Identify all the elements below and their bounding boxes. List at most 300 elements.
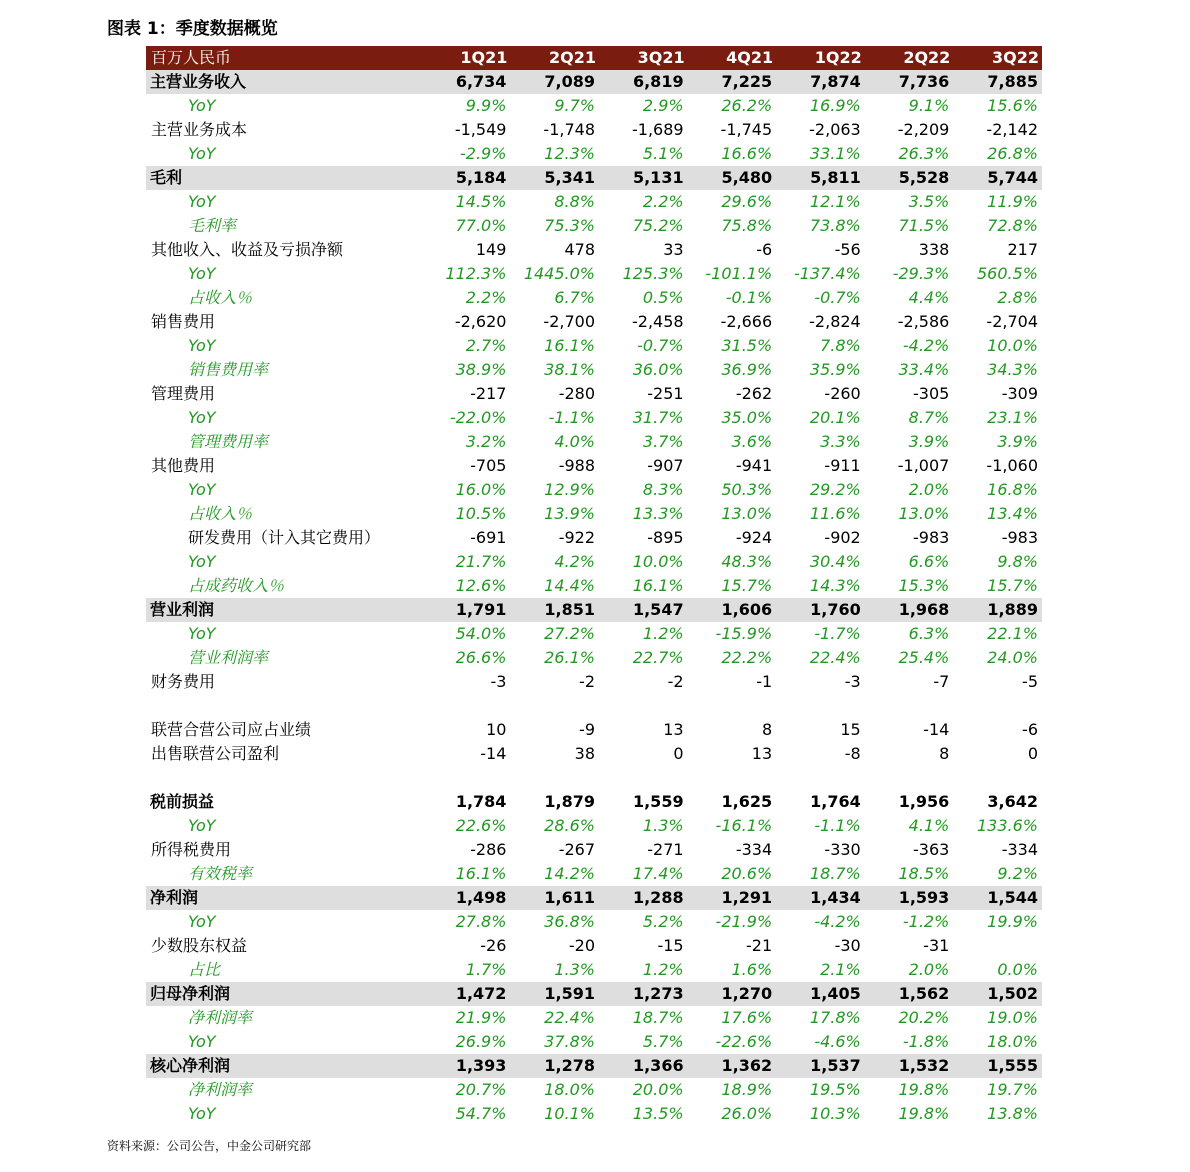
table-cell: 16.6%	[721, 144, 773, 163]
table-body	[146, 70, 1042, 1126]
table-cell: -305	[913, 384, 950, 403]
table-cell: 22.7%	[632, 648, 684, 667]
table-cell: 5,811	[776, 166, 865, 190]
table-cell: 3.2%	[465, 432, 507, 451]
table-row	[146, 886, 1042, 910]
table-cell: 1,472	[422, 982, 511, 1006]
row-label: 所得税费用	[151, 840, 232, 859]
table-cell: 10.5%	[455, 504, 507, 523]
table-cell: -2,700	[543, 312, 595, 331]
table-cell: 20.1%	[809, 408, 861, 427]
table-cell: 217	[1007, 240, 1038, 259]
column-header-quarter: 3Q21	[599, 46, 688, 70]
table-cell: 18.0%	[544, 1080, 595, 1099]
table-cell: 26.1%	[544, 648, 595, 667]
table-cell: 38.9%	[455, 360, 507, 379]
table-cell: 5,131	[599, 166, 688, 190]
table-cell: 2.2%	[465, 288, 507, 307]
table-cell: 8.7%	[908, 408, 950, 427]
table-cell	[776, 694, 865, 718]
table-row	[146, 1030, 1042, 1054]
table-cell: 13.0%	[898, 504, 950, 523]
table-cell: 72.8%	[987, 216, 1038, 235]
table-cell: 19.9%	[987, 912, 1038, 931]
table-cell: -2.9%	[460, 144, 507, 163]
table-row	[146, 718, 1042, 742]
table-cell: 21.9%	[455, 1008, 507, 1027]
table-cell: -2,824	[809, 312, 861, 331]
table-cell: 10.3%	[809, 1104, 861, 1123]
table-cell: 13	[663, 720, 684, 739]
table-cell: 478	[564, 240, 595, 259]
table-cell: 26.9%	[455, 1032, 507, 1051]
table-cell: 112.3%	[445, 264, 507, 283]
row-label: 占成药收入％	[188, 576, 285, 595]
table-cell: 5.2%	[642, 912, 684, 931]
table-cell: 7,874	[776, 70, 865, 94]
table-cell: 36.9%	[721, 360, 773, 379]
table-cell: 3.3%	[820, 432, 861, 451]
table-cell: 1,593	[865, 886, 954, 910]
table-row	[146, 862, 1042, 886]
table-cell: -907	[647, 456, 684, 475]
table-row	[146, 478, 1042, 502]
table-cell: -0.7%	[637, 336, 684, 355]
table-cell: -21	[746, 936, 773, 955]
table-cell: -6	[756, 240, 773, 259]
table-cell: 0	[1027, 744, 1038, 763]
table-cell: 1,956	[898, 792, 950, 811]
table-cell: 30.4%	[809, 552, 861, 571]
table-cell	[599, 694, 688, 718]
table-row	[146, 94, 1042, 118]
table-cell: 6.3%	[908, 624, 950, 643]
table-cell: 15.7%	[987, 576, 1038, 595]
table-row	[146, 358, 1042, 382]
table-cell: 16.1%	[455, 864, 507, 883]
table-cell: 26.6%	[455, 648, 507, 667]
table-cell: 13.9%	[544, 504, 595, 523]
table-cell: 1,851	[510, 598, 599, 622]
table-cell: -941	[735, 456, 773, 475]
row-label: 净利润率	[188, 1008, 253, 1027]
table-cell: -1,745	[720, 120, 773, 139]
table-cell: -22.6%	[715, 1032, 773, 1051]
table-cell: -1.7%	[814, 624, 861, 643]
table-cell: 27.8%	[455, 912, 507, 931]
table-cell: -21.9%	[715, 912, 773, 931]
table-cell: 36.8%	[544, 912, 595, 931]
table-cell: 8	[939, 744, 950, 763]
table-cell: 9.1%	[908, 96, 950, 115]
table-cell: 73.8%	[809, 216, 861, 235]
table-cell: 1,547	[599, 598, 688, 622]
table-cell: 1,968	[865, 598, 954, 622]
table-cell: 12.3%	[544, 144, 595, 163]
table-cell: 1,537	[776, 1054, 865, 1078]
quarterly-data-table	[146, 46, 1042, 1126]
table-cell: 33	[663, 240, 684, 259]
row-label: 主营业务收入	[146, 70, 422, 94]
row-label: 少数股东权益	[151, 936, 248, 955]
table-cell: 22.1%	[987, 624, 1038, 643]
table-cell: -691	[470, 528, 507, 547]
table-cell: 1,362	[688, 1054, 777, 1078]
table-cell: 7,089	[510, 70, 599, 94]
table-cell: -3	[844, 672, 861, 691]
table-cell: -1.2%	[902, 912, 950, 931]
table-cell: -56	[834, 240, 861, 259]
table-cell: 338	[918, 240, 950, 259]
table-cell: -9	[579, 720, 595, 739]
table-cell: 31.7%	[632, 408, 684, 427]
table-cell: 50.3%	[721, 480, 773, 499]
table-cell: -29.3%	[892, 264, 950, 283]
table-cell	[422, 766, 511, 790]
table-cell: 33.4%	[898, 360, 950, 379]
table-cell: 14.5%	[455, 192, 507, 211]
table-cell	[422, 694, 511, 718]
table-cell: 1,791	[422, 598, 511, 622]
table-cell: -1,549	[454, 120, 507, 139]
table-cell: 19.8%	[898, 1104, 950, 1123]
table-cell: -251	[647, 384, 684, 403]
row-label: YoY	[188, 912, 216, 931]
table-cell: 15	[840, 720, 861, 739]
table-cell: -983	[913, 528, 950, 547]
table-cell: 10.1%	[544, 1104, 595, 1123]
row-label: 销售费用	[151, 312, 216, 331]
table-cell: 29.2%	[809, 480, 861, 499]
table-cell: 5,744	[953, 166, 1042, 190]
row-label: YoY	[188, 192, 216, 211]
table-cell	[865, 694, 954, 718]
table-cell	[510, 766, 599, 790]
table-cell: 2.1%	[820, 960, 861, 979]
table-cell: 12.9%	[544, 480, 595, 499]
column-header-quarter: 1Q22	[776, 46, 865, 70]
table-cell	[688, 766, 777, 790]
table-cell: -271	[647, 840, 684, 859]
table-cell: -217	[470, 384, 507, 403]
table-cell: -911	[824, 456, 861, 475]
table-cell: 3.9%	[908, 432, 950, 451]
table-cell: 22.2%	[721, 648, 773, 667]
row-label: 主营业务成本	[151, 120, 248, 139]
table-cell: 5.1%	[642, 144, 684, 163]
table-cell: 149	[475, 240, 507, 259]
table-cell: 17.4%	[632, 864, 684, 883]
table-cell: 48.3%	[721, 552, 773, 571]
table-cell: 77.0%	[455, 216, 507, 235]
table-cell: 13.3%	[632, 504, 684, 523]
table-cell: -6	[1022, 720, 1038, 739]
table-row	[146, 1006, 1042, 1030]
table-cell: 14.4%	[544, 576, 595, 595]
table-cell	[953, 694, 1042, 718]
table-cell: 54.0%	[455, 624, 507, 643]
table-cell: 20.2%	[898, 1008, 950, 1027]
table-cell: 1,606	[688, 598, 777, 622]
table-cell: 1,611	[510, 886, 599, 910]
table-row	[146, 766, 1042, 790]
table-cell: 9.2%	[997, 864, 1038, 883]
table-cell: 1,288	[599, 886, 688, 910]
table-cell: 6.6%	[908, 552, 950, 571]
row-label: 研发费用（计入其它费用）	[188, 528, 381, 547]
row-label: 管理费用	[151, 384, 216, 403]
table-cell: -2,586	[897, 312, 950, 331]
row-label: YoY	[188, 96, 216, 115]
table-cell	[510, 694, 599, 718]
table-cell: 3,642	[987, 792, 1038, 811]
table-cell: -262	[735, 384, 773, 403]
table-cell: 2.7%	[465, 336, 507, 355]
table-cell: 10.0%	[987, 336, 1038, 355]
table-row	[146, 982, 1042, 1006]
table-cell: 26.3%	[898, 144, 950, 163]
table-cell: 2.0%	[908, 480, 950, 499]
table-cell: 36.0%	[632, 360, 684, 379]
table-cell: 7,225	[688, 70, 777, 94]
table-cell: 13.0%	[721, 504, 773, 523]
table-cell: 1,591	[510, 982, 599, 1006]
table-cell: -14	[923, 720, 950, 739]
row-label: YoY	[188, 144, 216, 163]
table-cell: 1,502	[953, 982, 1042, 1006]
table-row	[146, 742, 1042, 766]
table-cell: -101.1%	[705, 264, 773, 283]
table-cell: 5,528	[865, 166, 954, 190]
table-cell: -15	[657, 936, 684, 955]
table-cell: 1,498	[422, 886, 511, 910]
table-cell: -30	[834, 936, 861, 955]
table-cell: 3.5%	[908, 192, 950, 211]
row-label	[146, 694, 422, 718]
table-row	[146, 166, 1042, 190]
table-cell: 15.3%	[898, 576, 950, 595]
table-row	[146, 142, 1042, 166]
table-cell: 19.7%	[987, 1080, 1038, 1099]
table-cell: 13.4%	[987, 504, 1038, 523]
row-label: YoY	[188, 552, 216, 571]
table-cell: -16.1%	[715, 816, 773, 835]
table-cell: 1.3%	[554, 960, 595, 979]
table-cell: 17.8%	[809, 1008, 861, 1027]
table-cell: 14.2%	[544, 864, 595, 883]
table-cell: -1,060	[986, 456, 1038, 475]
table-cell: -705	[470, 456, 507, 475]
row-label: YoY	[188, 816, 216, 835]
row-label: 销售费用率	[188, 360, 269, 379]
table-cell: -2,209	[897, 120, 950, 139]
table-cell: -924	[735, 528, 773, 547]
table-cell: -922	[558, 528, 595, 547]
table-row	[146, 214, 1042, 238]
table-row	[146, 310, 1042, 334]
table-cell: 1,559	[632, 792, 684, 811]
table-cell: 38.1%	[544, 360, 595, 379]
table-cell: 16.1%	[544, 336, 595, 355]
table-cell: -2,142	[986, 120, 1038, 139]
table-row	[146, 382, 1042, 406]
table-cell: 75.8%	[721, 216, 773, 235]
table-cell: 1,273	[599, 982, 688, 1006]
row-label: 出售联营公司盈利	[151, 744, 280, 763]
table-cell: 20.6%	[721, 864, 773, 883]
table-cell: 5,480	[688, 166, 777, 190]
table-cell: 1,393	[422, 1054, 511, 1078]
row-label: 营业利润	[146, 598, 422, 622]
table-cell: 23.1%	[987, 408, 1038, 427]
table-cell: -1,748	[543, 120, 595, 139]
row-label: 占收入％	[188, 288, 253, 307]
table-cell: 1,434	[776, 886, 865, 910]
table-cell: 18.5%	[898, 864, 950, 883]
table-row	[146, 118, 1042, 142]
table-cell: 2.9%	[642, 96, 684, 115]
table-cell: -260	[824, 384, 861, 403]
table-cell: 5,341	[510, 166, 599, 190]
table-row	[146, 838, 1042, 862]
table-row	[146, 454, 1042, 478]
table-cell: 16.9%	[809, 96, 861, 115]
table-cell: 19.8%	[898, 1080, 950, 1099]
table-cell: 1,555	[953, 1054, 1042, 1078]
table-cell: 13	[751, 744, 773, 763]
table-cell: 15.6%	[987, 96, 1038, 115]
table-cell	[953, 934, 1042, 958]
row-label: YoY	[188, 336, 216, 355]
table-cell: 1,544	[953, 886, 1042, 910]
table-cell: -5	[1022, 672, 1038, 691]
column-header-quarter: 2Q21	[510, 46, 599, 70]
table-cell: 2.2%	[642, 192, 684, 211]
table-cell: -3	[490, 672, 507, 691]
table-cell: 26.8%	[987, 144, 1038, 163]
table-cell: 5,184	[422, 166, 511, 190]
table-row	[146, 70, 1042, 94]
table-cell: -4.2%	[814, 912, 861, 931]
table-cell: 54.7%	[455, 1104, 507, 1123]
table-cell: -22.0%	[449, 408, 507, 427]
unit-label: 百万人民币	[146, 46, 422, 70]
table-cell: 1,291	[688, 886, 777, 910]
table-cell: 9.8%	[997, 552, 1038, 571]
row-label: 占比	[188, 960, 221, 979]
table-cell	[776, 766, 865, 790]
table-cell: 16.0%	[455, 480, 507, 499]
table-cell: 19.5%	[809, 1080, 861, 1099]
table-cell: 125.3%	[622, 264, 684, 283]
row-label: YoY	[188, 480, 216, 499]
table-cell: 18.9%	[721, 1080, 773, 1099]
table-row	[146, 598, 1042, 622]
table-cell: 0.5%	[642, 288, 684, 307]
column-header-quarter: 4Q21	[688, 46, 777, 70]
table-cell: 13.8%	[987, 1104, 1038, 1123]
table-cell: 10.0%	[632, 552, 684, 571]
table-cell: -1.1%	[814, 816, 861, 835]
table-cell: 133.6%	[976, 816, 1038, 835]
table-cell: 11.9%	[987, 192, 1038, 211]
table-cell: 7,736	[865, 70, 954, 94]
table-cell: -1,689	[632, 120, 684, 139]
table-cell: 1445.0%	[523, 264, 595, 283]
table-header-row	[146, 46, 1042, 70]
table-cell: 1,278	[510, 1054, 599, 1078]
row-label: 净利润	[146, 886, 422, 910]
table-cell: 29.6%	[721, 192, 773, 211]
table-cell: 22.6%	[455, 816, 507, 835]
table-cell: 7.8%	[820, 336, 861, 355]
table-cell: 18.7%	[809, 864, 861, 883]
table-cell: -14	[480, 744, 507, 763]
table-cell	[688, 694, 777, 718]
column-header-quarter: 1Q21	[422, 46, 511, 70]
table-cell: 3.6%	[731, 432, 773, 451]
table-cell: 1,784	[455, 792, 507, 811]
table-cell: -983	[1001, 528, 1038, 547]
table-cell: -8	[844, 744, 861, 763]
row-label: 有效税率	[188, 864, 253, 883]
table-row	[146, 934, 1042, 958]
table-cell: 1,879	[544, 792, 595, 811]
row-label	[146, 766, 422, 790]
table-cell: -2,666	[720, 312, 773, 331]
table-cell: 19.0%	[987, 1008, 1038, 1027]
table-cell: 16.1%	[632, 576, 684, 595]
table-row	[146, 790, 1042, 814]
table-row	[146, 262, 1042, 286]
table-cell: -363	[913, 840, 950, 859]
table-cell: 8	[761, 720, 773, 739]
row-label: 其他费用	[151, 456, 216, 475]
table-cell: 1,889	[953, 598, 1042, 622]
table-cell: 1,532	[865, 1054, 954, 1078]
table-cell: 31.5%	[721, 336, 773, 355]
table-cell: 33.1%	[809, 144, 861, 163]
table-cell: -267	[558, 840, 595, 859]
table-cell: 2.8%	[997, 288, 1038, 307]
table-cell: -1	[756, 672, 773, 691]
table-row	[146, 238, 1042, 262]
table-cell: 20.0%	[632, 1080, 684, 1099]
table-row	[146, 670, 1042, 694]
table-cell: -330	[824, 840, 861, 859]
column-header-quarter: 3Q22	[953, 46, 1042, 70]
table-cell: 20.7%	[455, 1080, 507, 1099]
table-row	[146, 814, 1042, 838]
table-cell: -309	[1001, 384, 1038, 403]
table-cell	[953, 766, 1042, 790]
table-cell: 2.0%	[908, 960, 950, 979]
table-cell: 18.0%	[987, 1032, 1038, 1051]
table-cell: 1,764	[810, 792, 861, 811]
table-row	[146, 1102, 1042, 1126]
table-cell: 10	[486, 720, 507, 739]
table-cell: -7	[933, 672, 950, 691]
table-cell: 1.6%	[731, 960, 773, 979]
table-cell: -15.9%	[715, 624, 773, 643]
table-cell: 14.3%	[809, 576, 861, 595]
table-cell: -280	[558, 384, 595, 403]
table-cell: 24.0%	[987, 648, 1038, 667]
table-row	[146, 286, 1042, 310]
table-cell: -902	[824, 528, 861, 547]
table-cell: -0.7%	[814, 288, 861, 307]
row-label: YoY	[188, 264, 216, 283]
